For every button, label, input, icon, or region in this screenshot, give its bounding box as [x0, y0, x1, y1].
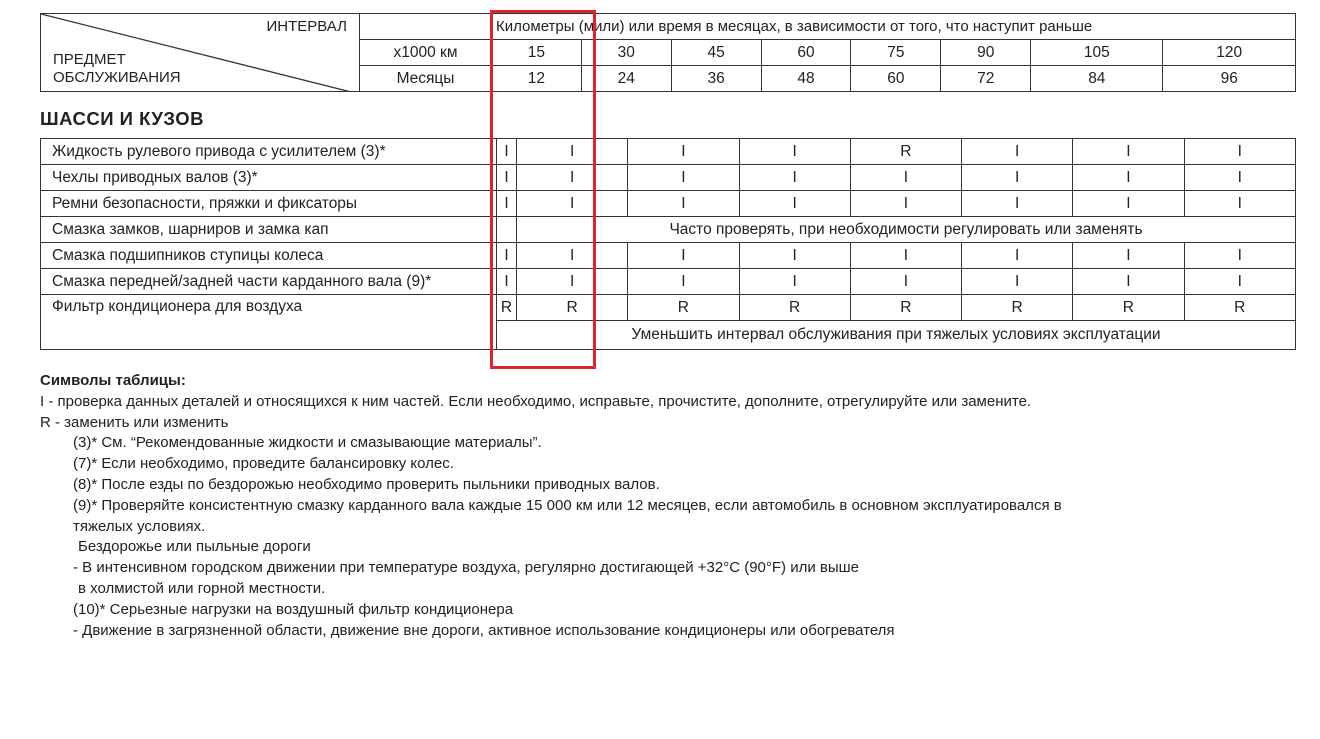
interval-header-table	[40, 13, 1296, 92]
table-cell: R	[962, 295, 1073, 321]
table-cell: I	[497, 269, 517, 295]
legend-line: - В интенсивном городском движении при температуре воздуха, регулярно достигающей +32°C (90°F) или выше	[73, 559, 860, 577]
item-name: Фильтр кондиционера для воздуха	[41, 295, 497, 350]
table-cell: I	[628, 243, 739, 269]
service-item-label-line2: ОБСЛУЖИВАНИЯ	[53, 69, 181, 86]
table-cell: I	[497, 165, 517, 191]
table-row	[41, 191, 1296, 217]
table-row	[41, 139, 1296, 165]
months-value: 84	[1031, 66, 1163, 92]
table-cell: I	[1073, 243, 1184, 269]
table-cell: I	[962, 269, 1073, 295]
table-row	[41, 165, 1296, 191]
table-cell: I	[1184, 139, 1295, 165]
table-cell: I	[1073, 165, 1184, 191]
header-corner-cell	[41, 14, 360, 92]
table-note: Уменьшить интервал обслуживания при тяжелых условиях эксплуатации	[497, 321, 1296, 350]
table-row	[41, 295, 1296, 321]
table-cell: R	[1184, 295, 1295, 321]
item-name: Смазка замков, шарниров и замка кап	[41, 217, 497, 243]
table-row	[41, 217, 1296, 243]
table-cell: I	[1073, 139, 1184, 165]
item-name: Ремни безопасности, пряжки и фиксаторы	[41, 191, 497, 217]
months-row-label: Месяцы	[360, 66, 492, 92]
interval-label: ИНТЕРВАЛ	[266, 18, 347, 35]
months-value: 24	[581, 66, 671, 92]
table-cell: I	[517, 243, 628, 269]
table-cell: I	[517, 191, 628, 217]
legend-line: (10)* Серьезные нагрузки на воздушный фильтр кондиционера	[73, 600, 514, 618]
legend	[40, 371, 1300, 641]
table-cell: I	[497, 243, 517, 269]
months-value: 48	[761, 66, 851, 92]
table-cell: I	[1073, 269, 1184, 295]
table-cell: I	[497, 191, 517, 217]
section-title: ШАССИ И КУЗОВ	[40, 108, 204, 129]
months-value: 72	[941, 66, 1031, 92]
highlight-box	[490, 10, 596, 369]
table-row	[41, 269, 1296, 295]
table-row	[41, 243, 1296, 269]
table-cell: I	[850, 243, 961, 269]
legend-line: (9)* Проверяйте консистентную смазку карданного вала каждые 15 000 км или 12 месяцев, если автомобиль в основном эксплуатировался в	[73, 496, 1062, 514]
km-row-label: x1000 км	[360, 40, 492, 66]
table-cell: R	[739, 295, 850, 321]
legend-line: - Движение в загрязненной области, движение вне дороги, активное использование кондиционеры или обогревателя	[73, 621, 895, 639]
item-name: Смазка подшипников ступицы колеса	[41, 243, 497, 269]
legend-title: Символы таблицы:	[40, 372, 186, 389]
table-cell: R	[1073, 295, 1184, 321]
table-cell: I	[628, 165, 739, 191]
months-value: 12	[492, 66, 582, 92]
table-cell: I	[739, 269, 850, 295]
table-cell: I	[739, 139, 850, 165]
table-cell: I	[628, 191, 739, 217]
table-cell: I	[850, 269, 961, 295]
table-cell: R	[850, 139, 961, 165]
legend-line: тяжелых условиях.	[73, 517, 206, 535]
table-cell: I	[850, 165, 961, 191]
table-cell: I	[1073, 191, 1184, 217]
table-cell: I	[739, 165, 850, 191]
km-value: 90	[941, 40, 1031, 66]
item-name: Смазка передней/задней части карданного вала (9)*	[41, 269, 497, 295]
table-cell: I	[1184, 165, 1295, 191]
table-cell: I	[1184, 243, 1295, 269]
table-cell: I	[1184, 191, 1295, 217]
km-value: 30	[581, 40, 671, 66]
table-cell: I	[962, 191, 1073, 217]
table-cell: I	[628, 139, 739, 165]
table-cell: I	[850, 191, 961, 217]
months-value: 60	[851, 66, 941, 92]
interval-description: Километры (мили) или время в месяцах, в зависимости от того, что наступит раньше	[492, 14, 1296, 40]
table-cell: R	[850, 295, 961, 321]
legend-line: (3)* См. “Рекомендованные жидкости и смазывающие материалы”.	[73, 434, 542, 452]
table-cell: I	[517, 165, 628, 191]
km-value: 60	[761, 40, 851, 66]
table-cell: I	[739, 191, 850, 217]
legend-line: (8)* После езды по бездорожью необходимо проверить пыльники приводных валов.	[73, 475, 660, 493]
maintenance-table	[40, 138, 1296, 350]
table-cell: I	[739, 243, 850, 269]
months-value: 36	[671, 66, 761, 92]
table-cell: I	[1184, 269, 1295, 295]
table-note: Часто проверять, при необходимости регулировать или заменять	[517, 217, 1296, 243]
item-name: Жидкость рулевого привода с усилителем (3)*	[41, 139, 497, 165]
service-item-label-line1: ПРЕДМЕТ	[53, 51, 126, 68]
header-blank-cell	[360, 14, 492, 40]
legend-line: I - проверка данных деталей и относящихся к ним частей. Если необходимо, исправьте, прочистите, дополните, отрегулируйте или замените.	[40, 392, 1032, 410]
table-cell: I	[628, 269, 739, 295]
legend-line: Бездорожье или пыльные дороги	[78, 538, 311, 556]
legend-line: R - заменить или изменить	[40, 413, 229, 431]
table-cell: I	[517, 139, 628, 165]
km-value: 120	[1163, 40, 1296, 66]
months-value: 96	[1163, 66, 1296, 92]
km-value: 75	[851, 40, 941, 66]
km-value: 45	[671, 40, 761, 66]
table-cell: I	[517, 269, 628, 295]
table-cell: R	[628, 295, 739, 321]
km-value: 105	[1031, 40, 1163, 66]
table-cell: I	[962, 243, 1073, 269]
item-name: Чехлы приводных валов (3)*	[41, 165, 497, 191]
table-cell: I	[962, 165, 1073, 191]
table-cell: I	[497, 139, 517, 165]
table-cell: I	[962, 139, 1073, 165]
legend-line: в холмистой или горной местности.	[78, 579, 326, 597]
table-cell: R	[517, 295, 628, 321]
table-cell: R	[497, 295, 517, 321]
legend-line: (7)* Если необходимо, проведите балансировку колес.	[73, 455, 454, 473]
km-value: 15	[492, 40, 582, 66]
